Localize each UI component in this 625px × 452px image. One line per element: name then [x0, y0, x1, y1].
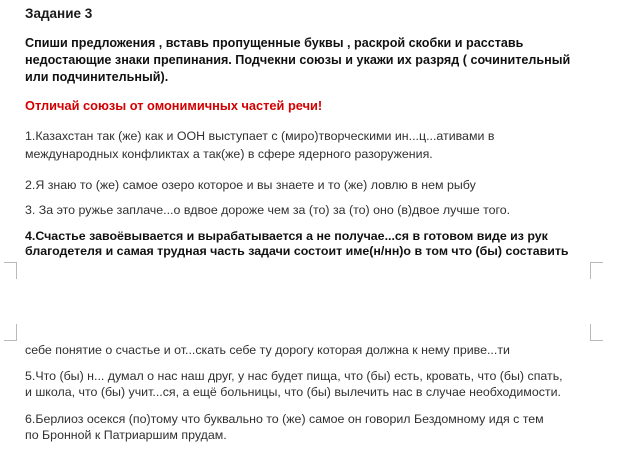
- sentence-5-line-1: 5.Что (бы) н... думал о нас наш друг, у нас будет пища, что (бы) есть, кровать, что (бы) спать,: [25, 369, 563, 383]
- instruction-line-2: недостающие знаки препинания. Подчекни союзы и укажи их разряд ( сочинительный: [25, 53, 571, 67]
- page-corner-top-left: [4, 262, 17, 279]
- sentence-4-line-2: благодетеля и самая трудная часть задачи состоит име(н/нн)о в том что (бы) составить: [25, 244, 569, 258]
- task-title: Задание 3: [25, 6, 93, 21]
- sentence-2: 2.Я знаю то (же) самое озеро которое и вы знаете и то (же) ловлю в нем рыбу: [25, 178, 476, 192]
- sentence-3: 3. За это ружье заплаче...о вдвое дороже чем за (то) за (то) оно (в)двое лучше того.: [25, 203, 511, 217]
- sentence-1-line-1: 1.Казахстан так (же) как и ООН выступает с (миро)творческими ин...ц...ативами в: [25, 129, 495, 143]
- sentence-4-line-3: себе понятие о счастье и от...скать себе ту дорогу которая должна к нему приве...ти: [25, 343, 510, 357]
- page-corner-bottom-left: [4, 324, 17, 341]
- warning-text: Отличай союзы от омонимичных частей речи!: [25, 98, 323, 113]
- page-corner-bottom-right: [590, 324, 603, 341]
- sentence-4-line-1: 4.Счастье завоёвывается и вырабатывается а не получае...ся в готовом виде из рук: [25, 229, 548, 243]
- sentence-1-line-2: международных конфликтах а так(же) в сфере ядерного разоружения.: [25, 147, 433, 161]
- sentence-5-line-2: и школа, что (бы) учит...ся, а ещё больницы, что (бы) вылечить нас в случае необходимости.: [25, 385, 561, 399]
- instruction-line-1: Спиши предложения , вставь пропущенные буквы , раскрой скобки и расставь: [25, 36, 524, 50]
- sentence-6-line-1: 6.Берлиоз осекся (по)тому что буквально то (же) самое он говорил Бездомному идя с тем: [25, 412, 544, 426]
- sentence-6-line-2: по Бронной к Патриаршим прудам.: [25, 428, 227, 442]
- page-corner-top-right: [590, 262, 603, 279]
- instruction-line-3: или подчинительный).: [25, 70, 169, 84]
